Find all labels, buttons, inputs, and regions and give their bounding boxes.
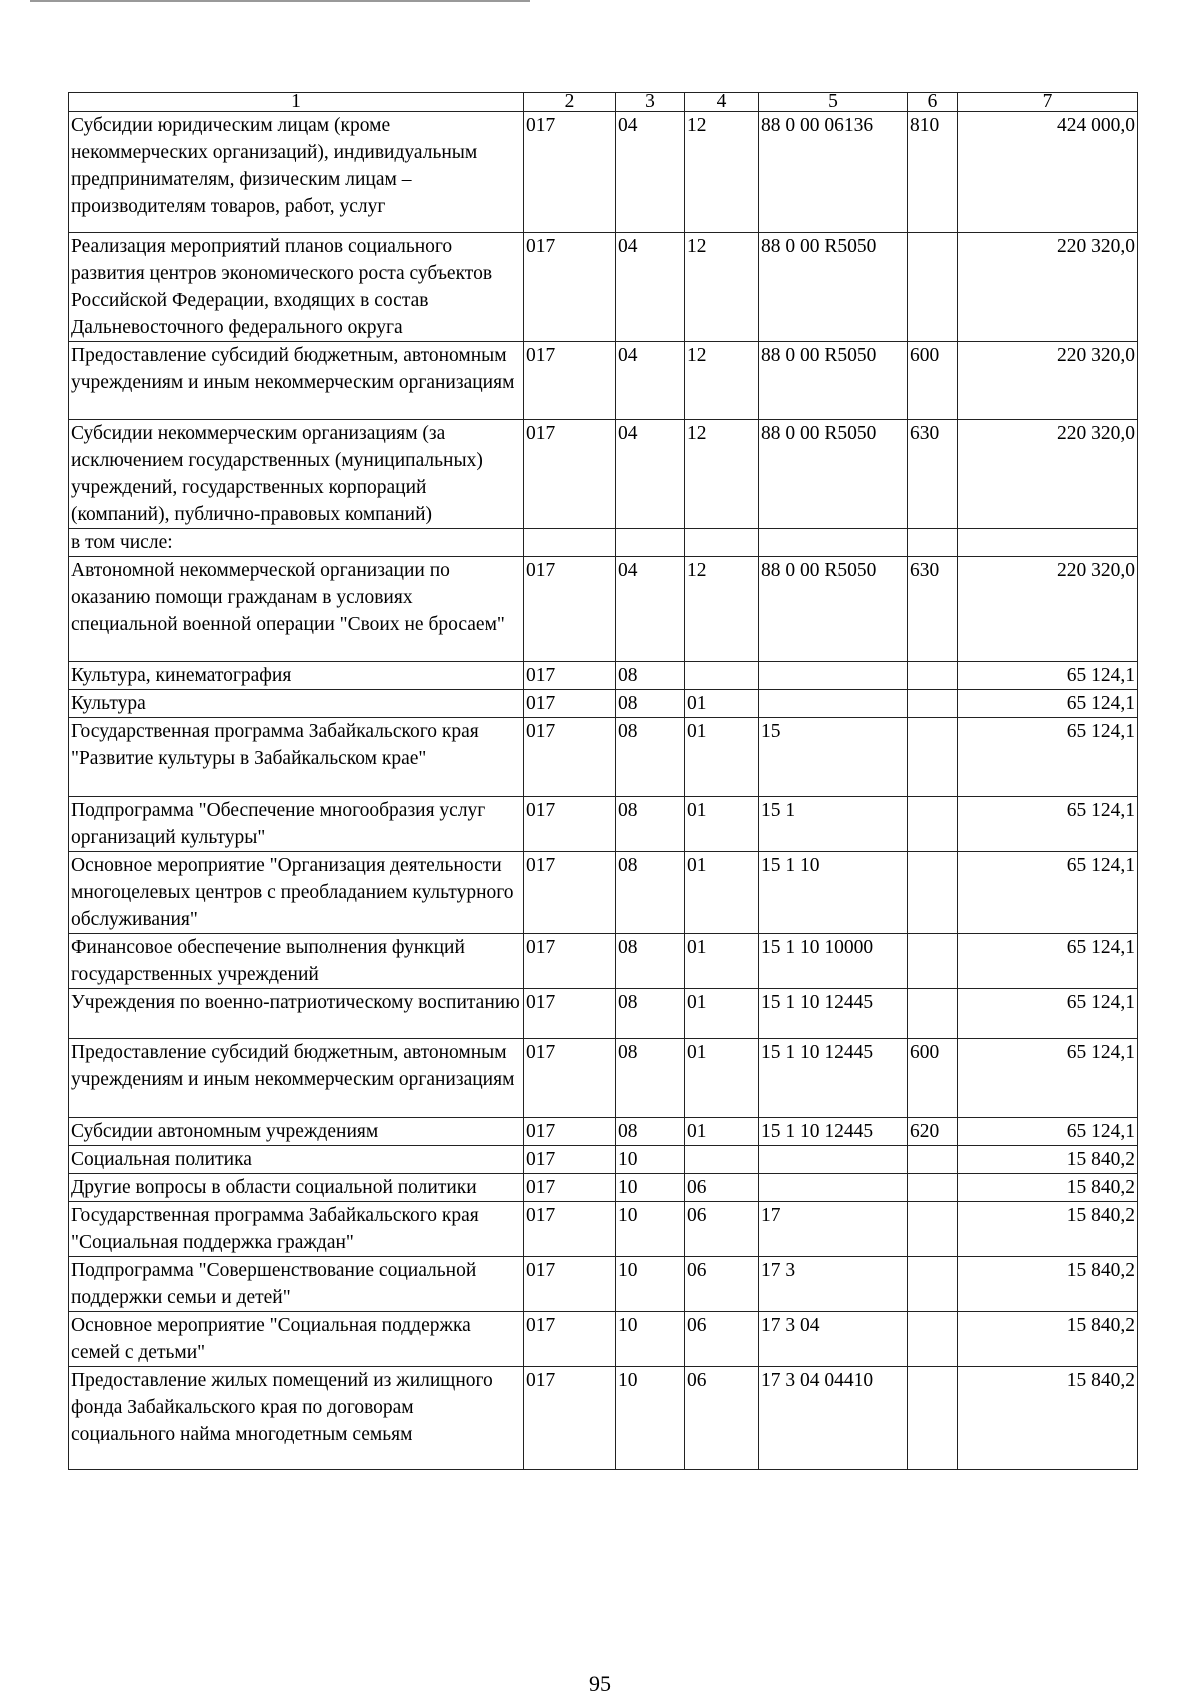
subsection-code-cell: 01 bbox=[685, 718, 759, 797]
table-row bbox=[69, 557, 1138, 662]
subsection-code-cell: 01 bbox=[685, 1039, 759, 1118]
table-row bbox=[69, 1174, 1138, 1202]
section-code-cell: 08 bbox=[616, 718, 685, 797]
section-code-cell: 04 bbox=[616, 233, 685, 342]
item-name-cell: Другие вопросы в области социальной политики bbox=[69, 1174, 524, 1202]
budget-table bbox=[68, 92, 1138, 1470]
subsection-code-cell bbox=[685, 662, 759, 690]
ministry-code-cell: 017 bbox=[524, 934, 616, 989]
amount-cell: 65 124,1 bbox=[958, 718, 1138, 797]
target-article-cell bbox=[759, 1146, 908, 1174]
expense-type-cell bbox=[908, 690, 958, 718]
item-name-cell: Социальная политика bbox=[69, 1146, 524, 1174]
expense-type-cell: 620 bbox=[908, 1118, 958, 1146]
amount-cell: 15 840,2 bbox=[958, 1146, 1138, 1174]
item-name-cell: Реализация мероприятий планов социального развития центров экономического роста субъектов Российской Федерации, входящих в состав Дальневосточного федерального округа bbox=[69, 233, 524, 342]
target-article-cell: 15 1 10 12445 bbox=[759, 989, 908, 1039]
table-row bbox=[69, 690, 1138, 718]
ministry-code-cell: 017 bbox=[524, 1146, 616, 1174]
expense-type-cell bbox=[908, 233, 958, 342]
expense-type-cell bbox=[908, 1367, 958, 1470]
expense-type-cell bbox=[908, 797, 958, 852]
ministry-code-cell: 017 bbox=[524, 852, 616, 934]
target-article-cell: 88 0 00 R5050 bbox=[759, 557, 908, 662]
subsection-code-cell: 12 bbox=[685, 342, 759, 420]
target-article-cell: 88 0 00 06136 bbox=[759, 112, 908, 233]
subsection-code-cell: 12 bbox=[685, 112, 759, 233]
amount-cell: 15 840,2 bbox=[958, 1367, 1138, 1470]
amount-cell: 65 124,1 bbox=[958, 1039, 1138, 1118]
table-row bbox=[69, 662, 1138, 690]
subsection-code-cell bbox=[685, 529, 759, 557]
amount-cell: 220 320,0 bbox=[958, 233, 1138, 342]
subsection-code-cell: 01 bbox=[685, 797, 759, 852]
item-name-cell: Культура, кинематография bbox=[69, 662, 524, 690]
header-cell: 6 bbox=[908, 93, 958, 112]
section-code-cell: 10 bbox=[616, 1312, 685, 1367]
target-article-cell: 17 3 04 bbox=[759, 1312, 908, 1367]
target-article-cell: 15 bbox=[759, 718, 908, 797]
subsection-code-cell: 06 bbox=[685, 1202, 759, 1257]
section-code-cell: 10 bbox=[616, 1146, 685, 1174]
subsection-code-cell: 06 bbox=[685, 1367, 759, 1470]
header-cell: 3 bbox=[616, 93, 685, 112]
section-code-cell: 04 bbox=[616, 112, 685, 233]
section-code-cell: 08 bbox=[616, 934, 685, 989]
table-row bbox=[69, 852, 1138, 934]
subsection-code-cell: 12 bbox=[685, 557, 759, 662]
target-article-cell: 15 1 10 12445 bbox=[759, 1118, 908, 1146]
amount-cell: 65 124,1 bbox=[958, 797, 1138, 852]
table-row bbox=[69, 989, 1138, 1039]
item-name-cell: Финансовое обеспечение выполнения функций государственных учреждений bbox=[69, 934, 524, 989]
header-cell: 7 bbox=[958, 93, 1138, 112]
expense-type-cell bbox=[908, 1202, 958, 1257]
target-article-cell: 88 0 00 R5050 bbox=[759, 420, 908, 529]
target-article-cell: 88 0 00 R5050 bbox=[759, 342, 908, 420]
amount-cell: 65 124,1 bbox=[958, 934, 1138, 989]
item-name-cell: Автономной некоммерческой организации по оказанию помощи гражданам в условиях специальной военной операции "Своих не бросаем" bbox=[69, 557, 524, 662]
item-name-cell: Учреждения по военно-патриотическому воспитанию bbox=[69, 989, 524, 1039]
item-name-cell: Предоставление жилых помещений из жилищного фонда Забайкальского края по договорам социального найма многодетным семьям bbox=[69, 1367, 524, 1470]
ministry-code-cell: 017 bbox=[524, 1202, 616, 1257]
table-row bbox=[69, 1202, 1138, 1257]
table-row bbox=[69, 529, 1138, 557]
table-row bbox=[69, 233, 1138, 342]
section-code-cell: 04 bbox=[616, 557, 685, 662]
amount-cell: 15 840,2 bbox=[958, 1202, 1138, 1257]
expense-type-cell bbox=[908, 1146, 958, 1174]
section-code-cell: 08 bbox=[616, 852, 685, 934]
amount-cell: 424 000,0 bbox=[958, 112, 1138, 233]
expense-type-cell bbox=[908, 852, 958, 934]
section-code-cell: 04 bbox=[616, 420, 685, 529]
table-row bbox=[69, 1146, 1138, 1174]
expense-type-cell: 600 bbox=[908, 342, 958, 420]
ministry-code-cell: 017 bbox=[524, 557, 616, 662]
expense-type-cell bbox=[908, 662, 958, 690]
item-name-cell: в том числе: bbox=[69, 529, 524, 557]
ministry-code-cell: 017 bbox=[524, 1312, 616, 1367]
expense-type-cell bbox=[908, 718, 958, 797]
ministry-code-cell: 017 bbox=[524, 112, 616, 233]
ministry-code-cell: 017 bbox=[524, 1118, 616, 1146]
item-name-cell: Предоставление субсидий бюджетным, автономным учреждениям и иным некоммерческим организациям bbox=[69, 1039, 524, 1118]
table-row bbox=[69, 934, 1138, 989]
item-name-cell: Субсидии юридическим лицам (кроме некоммерческих организаций), индивидуальным предпринимателям, физическим лицам – производителям товаров, работ, услуг bbox=[69, 112, 524, 233]
subsection-code-cell bbox=[685, 1146, 759, 1174]
section-code-cell: 10 bbox=[616, 1257, 685, 1312]
amount-cell: 65 124,1 bbox=[958, 852, 1138, 934]
subsection-code-cell: 01 bbox=[685, 852, 759, 934]
amount-cell: 65 124,1 bbox=[958, 989, 1138, 1039]
target-article-cell bbox=[759, 662, 908, 690]
section-code-cell: 04 bbox=[616, 342, 685, 420]
expense-type-cell bbox=[908, 1312, 958, 1367]
expense-type-cell bbox=[908, 934, 958, 989]
amount-cell: 65 124,1 bbox=[958, 1118, 1138, 1146]
subsection-code-cell: 06 bbox=[685, 1174, 759, 1202]
ministry-code-cell: 017 bbox=[524, 342, 616, 420]
header-row bbox=[69, 93, 1138, 112]
ministry-code-cell: 017 bbox=[524, 1257, 616, 1312]
amount-cell: 220 320,0 bbox=[958, 420, 1138, 529]
table-row bbox=[69, 112, 1138, 233]
subsection-code-cell: 06 bbox=[685, 1257, 759, 1312]
item-name-cell: Подпрограмма "Совершенствование социальной поддержки семьи и детей" bbox=[69, 1257, 524, 1312]
table-row bbox=[69, 718, 1138, 797]
subsection-code-cell: 12 bbox=[685, 233, 759, 342]
item-name-cell: Предоставление субсидий бюджетным, автономным учреждениям и иным некоммерческим организациям bbox=[69, 342, 524, 420]
page-number: 95 bbox=[589, 1671, 611, 1696]
table-row bbox=[69, 1257, 1138, 1312]
amount-cell: 15 840,2 bbox=[958, 1312, 1138, 1367]
target-article-cell: 15 1 10 12445 bbox=[759, 1039, 908, 1118]
expense-type-cell bbox=[908, 1174, 958, 1202]
table-row bbox=[69, 1367, 1138, 1470]
item-name-cell: Основное мероприятие "Организация деятельности многоцелевых центров с преобладанием культурного обслуживания" bbox=[69, 852, 524, 934]
target-article-cell bbox=[759, 690, 908, 718]
item-name-cell: Субсидии автономным учреждениям bbox=[69, 1118, 524, 1146]
ministry-code-cell: 017 bbox=[524, 718, 616, 797]
amount-cell: 65 124,1 bbox=[958, 662, 1138, 690]
target-article-cell bbox=[759, 529, 908, 557]
ministry-code-cell: 017 bbox=[524, 797, 616, 852]
subsection-code-cell: 01 bbox=[685, 934, 759, 989]
table-row bbox=[69, 797, 1138, 852]
scan-edge-line bbox=[30, 0, 530, 2]
subsection-code-cell: 01 bbox=[685, 690, 759, 718]
expense-type-cell: 630 bbox=[908, 420, 958, 529]
section-code-cell: 10 bbox=[616, 1202, 685, 1257]
subsection-code-cell: 01 bbox=[685, 989, 759, 1039]
amount-cell: 220 320,0 bbox=[958, 557, 1138, 662]
expense-type-cell: 630 bbox=[908, 557, 958, 662]
amount-cell: 15 840,2 bbox=[958, 1257, 1138, 1312]
ministry-code-cell: 017 bbox=[524, 420, 616, 529]
ministry-code-cell: 017 bbox=[524, 1174, 616, 1202]
item-name-cell: Подпрограмма "Обеспечение многообразия услуг организаций культуры" bbox=[69, 797, 524, 852]
item-name-cell: Основное мероприятие "Социальная поддержка семей с детьми" bbox=[69, 1312, 524, 1367]
target-article-cell: 15 1 10 10000 bbox=[759, 934, 908, 989]
table-row bbox=[69, 342, 1138, 420]
section-code-cell: 08 bbox=[616, 1039, 685, 1118]
section-code-cell: 10 bbox=[616, 1367, 685, 1470]
header-cell: 2 bbox=[524, 93, 616, 112]
item-name-cell: Государственная программа Забайкальского края "Развитие культуры в Забайкальском крае" bbox=[69, 718, 524, 797]
ministry-code-cell: 017 bbox=[524, 989, 616, 1039]
expense-type-cell bbox=[908, 529, 958, 557]
amount-cell bbox=[958, 529, 1138, 557]
section-code-cell: 08 bbox=[616, 797, 685, 852]
section-code-cell: 08 bbox=[616, 989, 685, 1039]
table-row bbox=[69, 1039, 1138, 1118]
header-cell: 5 bbox=[759, 93, 908, 112]
subsection-code-cell: 12 bbox=[685, 420, 759, 529]
target-article-cell: 17 bbox=[759, 1202, 908, 1257]
target-article-cell: 17 3 bbox=[759, 1257, 908, 1312]
item-name-cell: Субсидии некоммерческим организациям (за исключением государственных (муниципальных) учреждений, государственных корпораций (компаний), публично-правовых компаний) bbox=[69, 420, 524, 529]
expense-type-cell: 600 bbox=[908, 1039, 958, 1118]
ministry-code-cell: 017 bbox=[524, 690, 616, 718]
subsection-code-cell: 06 bbox=[685, 1312, 759, 1367]
expense-type-cell bbox=[908, 989, 958, 1039]
header-cell: 1 bbox=[69, 93, 524, 112]
target-article-cell: 15 1 bbox=[759, 797, 908, 852]
header-cell: 4 bbox=[685, 93, 759, 112]
target-article-cell: 15 1 10 bbox=[759, 852, 908, 934]
amount-cell: 65 124,1 bbox=[958, 690, 1138, 718]
ministry-code-cell bbox=[524, 529, 616, 557]
subsection-code-cell: 01 bbox=[685, 1118, 759, 1146]
item-name-cell: Государственная программа Забайкальского края "Социальная поддержка граждан" bbox=[69, 1202, 524, 1257]
section-code-cell: 08 bbox=[616, 1118, 685, 1146]
expense-type-cell: 810 bbox=[908, 112, 958, 233]
ministry-code-cell: 017 bbox=[524, 1039, 616, 1118]
target-article-cell bbox=[759, 1174, 908, 1202]
section-code-cell: 08 bbox=[616, 690, 685, 718]
amount-cell: 15 840,2 bbox=[958, 1174, 1138, 1202]
table-row bbox=[69, 1312, 1138, 1367]
table-row bbox=[69, 420, 1138, 529]
target-article-cell: 88 0 00 R5050 bbox=[759, 233, 908, 342]
ministry-code-cell: 017 bbox=[524, 662, 616, 690]
amount-cell: 220 320,0 bbox=[958, 342, 1138, 420]
table-row bbox=[69, 1118, 1138, 1146]
target-article-cell: 17 3 04 04410 bbox=[759, 1367, 908, 1470]
ministry-code-cell: 017 bbox=[524, 233, 616, 342]
section-code-cell: 10 bbox=[616, 1174, 685, 1202]
section-code-cell: 08 bbox=[616, 662, 685, 690]
expense-type-cell bbox=[908, 1257, 958, 1312]
section-code-cell bbox=[616, 529, 685, 557]
ministry-code-cell: 017 bbox=[524, 1367, 616, 1470]
item-name-cell: Культура bbox=[69, 690, 524, 718]
